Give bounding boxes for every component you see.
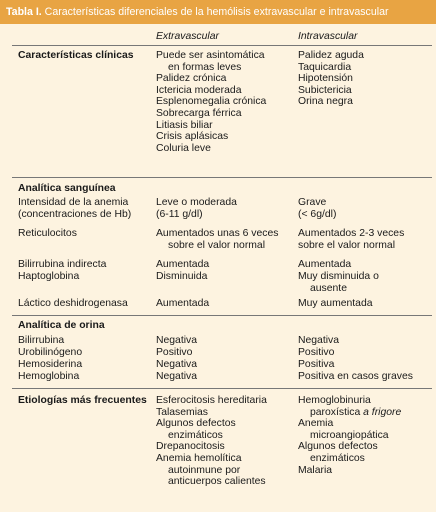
cell-line: microangiopática (310, 429, 389, 441)
cell-line: Muy disminuida o (298, 271, 379, 282)
cell-line: Grave (298, 197, 327, 208)
intravascular-cell (298, 197, 336, 220)
cell-line: Litiasis biliar (156, 119, 213, 131)
table-title: Características diferenciales de la hemólisis extravascular e intravascular (41, 6, 389, 18)
row-label: Haptoglobina (18, 271, 80, 282)
section-divider (12, 315, 432, 316)
extravascular-cell: Negativa (156, 335, 198, 346)
cell-line: Algunos defectos (156, 418, 236, 430)
cell-line: Anemia hemolítica (156, 452, 242, 464)
cell-line: Drepanocitosis (156, 441, 225, 453)
intravascular-cell (298, 395, 401, 476)
cell-line: Intensidad de la anemia (18, 197, 129, 208)
intravascular-cell: Aumentada (298, 259, 352, 270)
cell-line: Esferocitosis hereditaria (156, 395, 267, 406)
cell-line: (< 6g/dl) (298, 208, 337, 220)
section-title: Características clínicas (18, 50, 134, 61)
row-label: Urobilinógeno (18, 347, 83, 358)
row-label: Bilirrubina indirecta (18, 259, 107, 270)
section-divider (12, 177, 432, 178)
header-divider (12, 45, 432, 46)
cell-text: paroxística (310, 406, 364, 418)
extravascular-cell (156, 228, 278, 251)
cell-line: Esplenomegalia crónica (156, 96, 267, 108)
extravascular-cell (156, 50, 266, 154)
cell-line: anticuerpos calientes (168, 476, 266, 488)
intravascular-cell (298, 228, 404, 251)
cell-line: Puede ser asintomática (156, 50, 265, 61)
cell-line: Aumentados unas 6 veces (156, 228, 279, 239)
cell-line: Hemoglobinuria (298, 395, 371, 406)
row-label: Hemosiderina (18, 359, 83, 370)
cell-line: (concentraciones de Hb) (18, 208, 132, 220)
extravascular-cell: Aumentada (156, 298, 210, 309)
intravascular-cell: Negativa (298, 335, 340, 346)
row-label (18, 197, 131, 220)
intravascular-cell: Muy aumentada (298, 298, 373, 309)
cell-line: Palidez crónica (156, 73, 227, 85)
section-title: Etiologías más frecuentes (18, 395, 147, 406)
section-title: Analítica de orina (18, 320, 105, 331)
extravascular-cell: Positivo (156, 347, 193, 358)
extravascular-cell (156, 197, 237, 220)
cell-line: Taquicardia (298, 61, 352, 73)
cell-line: autoinmune por (168, 464, 241, 476)
cell-line: sobre el valor normal (298, 239, 396, 251)
intravascular-cell (298, 50, 364, 108)
intravascular-cell: Positivo (298, 347, 335, 358)
cell-line: Hipotensión (298, 73, 353, 85)
section-divider (12, 388, 432, 389)
row-label: Reticulocitos (18, 228, 77, 239)
cell-line: en formas leves (168, 61, 242, 73)
cell-line: ausente (310, 282, 347, 294)
cell-line: Malaria (298, 464, 333, 476)
row-label: Hemoglobina (18, 371, 80, 382)
row-label: Bilirrubina (18, 335, 65, 346)
cell-line: Coluria leve (156, 142, 211, 154)
cell-line: Crisis aplásicas (156, 131, 229, 143)
extravascular-cell: Aumentada (156, 259, 210, 270)
row-label: Láctico deshidrogenasa (18, 298, 128, 309)
table-caption (0, 0, 436, 24)
cell-line: Algunos defectos (298, 441, 378, 453)
cell-line: sobre el valor normal (168, 239, 266, 251)
extravascular-cell: Negativa (156, 371, 198, 382)
cell-line: enzimáticos (310, 452, 365, 464)
cell-line: Orina negra (298, 96, 353, 108)
cell-line: Leve o moderada (156, 197, 237, 208)
cell-line (298, 407, 401, 419)
intravascular-cell (298, 271, 379, 294)
cell-line: enzimáticos (168, 429, 223, 441)
table-number: Tabla I. (6, 6, 42, 18)
cell-line: Subictericia (298, 84, 352, 96)
cell-line: Ictericia moderada (156, 84, 242, 96)
cell-line: (6-11 g/dl) (156, 208, 203, 220)
cell-line: Anemia (298, 418, 334, 430)
cell-line: Aumentados 2-3 veces (298, 228, 405, 239)
intravascular-cell: Positiva (298, 359, 335, 370)
cell-line: Talasemias (156, 406, 208, 418)
extravascular-cell: Disminuida (156, 271, 208, 282)
cell-line: Sobrecarga férrica (156, 107, 242, 119)
cell-line: Palidez aguda (298, 50, 364, 61)
column-header-extravascular: Extravascular (156, 31, 219, 42)
extravascular-cell: Negativa (156, 359, 198, 370)
extravascular-cell (156, 395, 267, 488)
section-title: Analítica sanguínea (18, 183, 116, 194)
column-header-intravascular: Intravascular (298, 31, 358, 42)
intravascular-cell: Positiva en casos graves (298, 371, 413, 382)
cell-text-italic: a frigore (363, 406, 402, 418)
